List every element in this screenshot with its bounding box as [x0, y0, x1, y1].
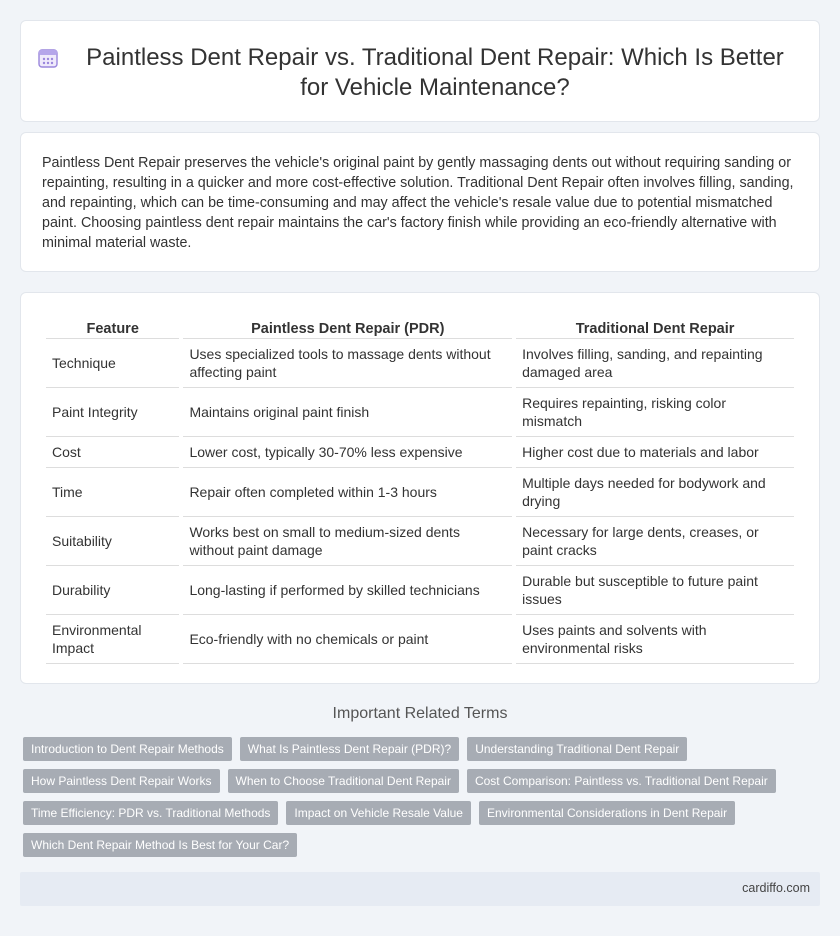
pdr-cell: Uses specialized tools to massage dents without affecting paint [183, 339, 512, 388]
table-row [46, 566, 794, 615]
pdr-cell: Repair often completed within 1-3 hours [183, 468, 512, 517]
related-term-tag[interactable]: How Paintless Dent Repair Works [23, 769, 220, 793]
feature-cell: Durability [46, 566, 179, 615]
related-term-tag[interactable]: Impact on Vehicle Resale Value [286, 801, 471, 825]
intro-card [20, 132, 820, 272]
table-row [46, 615, 794, 664]
traditional-cell: Uses paints and solvents with environmental risks [516, 615, 794, 664]
related-terms-title: Important Related Terms [332, 705, 508, 722]
footer [20, 872, 820, 906]
related-term-tag[interactable]: Time Efficiency: PDR vs. Traditional Methods [23, 801, 278, 825]
pdr-cell: Lower cost, typically 30-70% less expensive [183, 437, 512, 468]
traditional-cell: Higher cost due to materials and labor [516, 437, 794, 468]
table-row [46, 388, 794, 437]
related-term-tag[interactable]: Environmental Considerations in Dent Repair [479, 801, 735, 825]
related-term-tag[interactable]: Introduction to Dent Repair Methods [23, 737, 232, 761]
table-row [46, 517, 794, 566]
traditional-cell: Durable but susceptible to future paint issues [516, 566, 794, 615]
pdr-cell: Works best on small to medium-sized dents without paint damage [183, 517, 512, 566]
table-header-row [46, 317, 794, 339]
traditional-cell: Requires repainting, risking color mismatch [516, 388, 794, 437]
related-term-tag[interactable]: Understanding Traditional Dent Repair [467, 737, 687, 761]
feature-cell: Technique [46, 339, 179, 388]
header-feature: Feature [46, 317, 179, 339]
traditional-cell: Multiple days needed for bodywork and drying [516, 468, 794, 517]
feature-cell: Paint Integrity [46, 388, 179, 437]
header-card [20, 20, 820, 122]
comparison-table-card [20, 292, 820, 684]
header-traditional: Traditional Dent Repair [516, 317, 794, 339]
pdr-cell: Eco-friendly with no chemicals or paint [183, 615, 512, 664]
calendar-icon [37, 47, 59, 69]
table-row [46, 468, 794, 517]
feature-cell: Suitability [46, 517, 179, 566]
feature-cell: Environmental Impact [46, 615, 179, 664]
related-term-tag[interactable]: Cost Comparison: Paintless vs. Traditional Dent Repair [467, 769, 776, 793]
intro-paragraph: Paintless Dent Repair preserves the vehicle's original paint by gently massaging dents out without requiring sanding or repainting, resulting in a quicker and more cost-effective solution. Traditional Dent Repair often involves filling, sanding, and repainting, which can be time-consuming and may affect the vehicle's resale value due to potential mismatched paint. Choosing paintless dent repair maintains the car's factory finish while providing an eco-friendly alternative with minimal material waste. [42, 155, 794, 251]
traditional-cell: Involves filling, sanding, and repainting damaged area [516, 339, 794, 388]
feature-cell: Time [46, 468, 179, 517]
feature-cell: Cost [46, 437, 179, 468]
header-pdr: Paintless Dent Repair (PDR) [183, 317, 512, 339]
related-term-tag[interactable]: What Is Paintless Dent Repair (PDR)? [240, 737, 459, 761]
comparison-table [42, 317, 798, 664]
table-row [46, 339, 794, 388]
pdr-cell: Maintains original paint finish [183, 388, 512, 437]
footer-site-link[interactable]: cardiffo.com [742, 881, 810, 895]
related-term-tag[interactable]: When to Choose Traditional Dent Repair [228, 769, 459, 793]
traditional-cell: Necessary for large dents, creases, or paint cracks [516, 517, 794, 566]
pdr-cell: Long-lasting if performed by skilled technicians [183, 566, 512, 615]
table-row [46, 437, 794, 468]
related-term-tag[interactable]: Which Dent Repair Method Is Best for Your Car? [23, 833, 297, 857]
page-title: Paintless Dent Repair vs. Traditional Dent Repair: Which Is Better for Vehicle Maintenance? [86, 44, 784, 101]
related-terms-list [23, 737, 803, 857]
